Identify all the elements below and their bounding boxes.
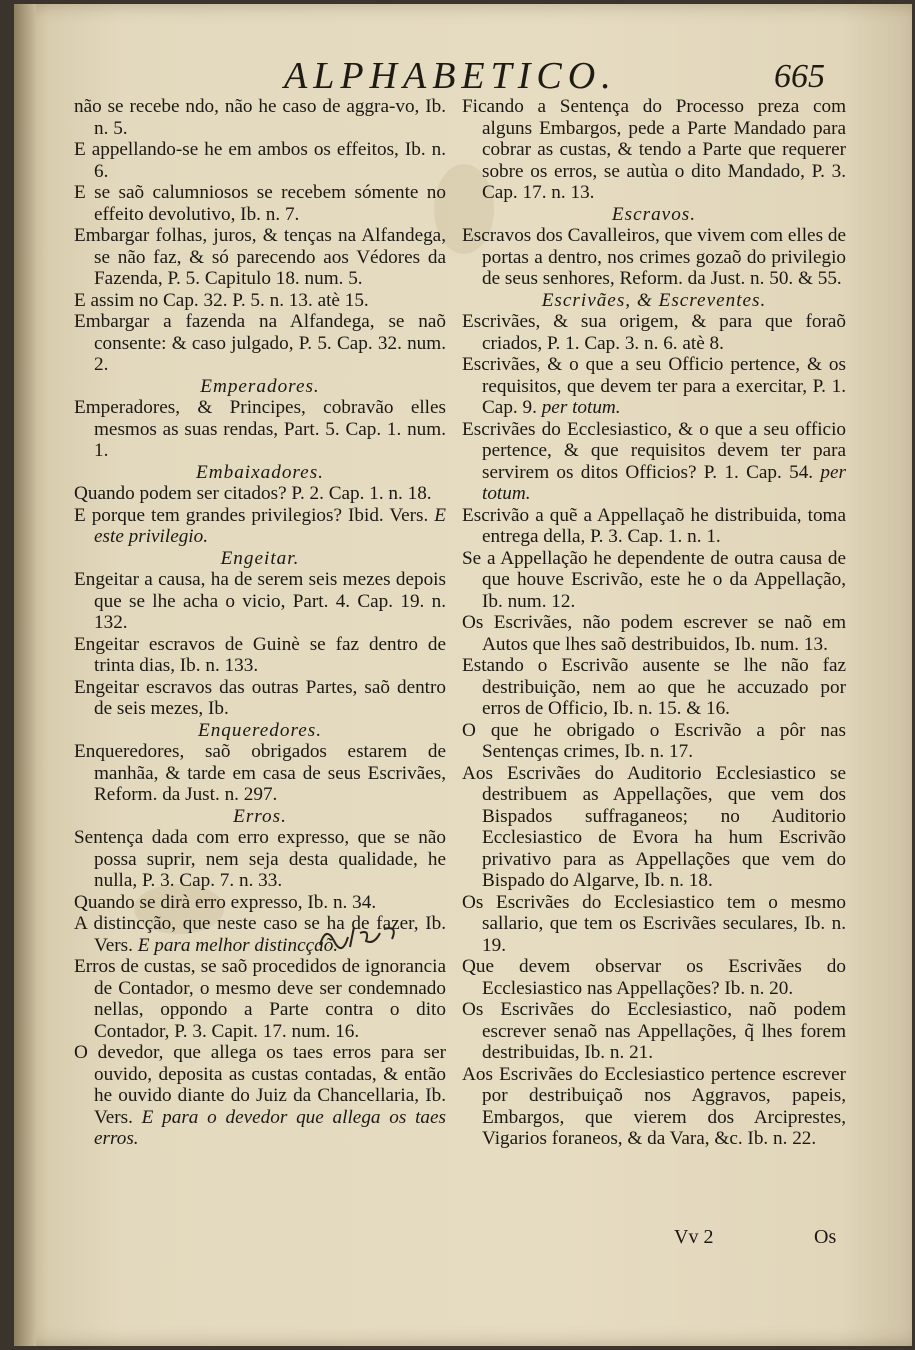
page-gutter	[14, 4, 36, 1346]
index-entry	[462, 763, 846, 892]
index-entry	[74, 483, 446, 505]
entry-text: Engeitar escravos de Guinè se faz dentro de trinta dias, Ib. n. 133.	[74, 633, 446, 676]
index-heading	[74, 720, 446, 742]
page-number: 665	[774, 58, 825, 95]
handwritten-annotation	[314, 919, 404, 953]
entry-text: Enqueredores.	[197, 719, 322, 741]
entry-text: Emperadores.	[200, 375, 320, 397]
entry-text: Quando podem ser citados? P. 2. Cap. 1. n. 18.	[74, 483, 432, 504]
entry-text: Erros.	[233, 805, 287, 827]
entry-italic-reference: per totum.	[541, 397, 621, 418]
right-column	[462, 96, 846, 1150]
signature-mark: Vv 2	[674, 1226, 714, 1248]
index-entry	[462, 225, 846, 290]
index-entry	[74, 677, 446, 720]
index-entry	[462, 1064, 846, 1150]
index-entry	[74, 569, 446, 634]
index-heading	[74, 548, 446, 570]
entry-text: Os Escrivães, não podem escrever se naõ em Autos que lhes saõ destribuidos, Ib. num. 13.	[462, 612, 846, 655]
entry-text: Escrivães do Ecclesiastico, & o que a seu officio pertence, & que requisitos devem ter para servirem os ditos Officios? P. 1. Cap. 54.	[462, 418, 846, 483]
entry-text: E assim no Cap. 32. P. 5. n. 13. atè 15.	[74, 289, 369, 311]
index-entry	[74, 634, 446, 677]
entry-text: Aos Escrivães do Auditorio Ecclesiastico se destribuem as Appellações, que vem dos Bispados suffraganeos; no Auditorio Ecclesiastico de Evora ha hum Escrivão privativo para as Appellações que vem do Bispado do Algarve, Ib. n. 18.	[462, 762, 846, 891]
catchword: Os	[814, 1226, 837, 1248]
index-entry	[74, 1042, 446, 1150]
entry-text: Escrivães, & sua origem, & para que foraõ criados, P. 1. Cap. 3. n. 6. atè 8.	[462, 311, 846, 354]
entry-text: Emperadores, & Principes, cobravão elles mesmos as suas rendas, Part. 5. Cap. 1. num. 1.	[74, 397, 446, 461]
index-entry	[462, 612, 846, 655]
entry-text: Escravos.	[611, 203, 697, 225]
entry-text: Engeitar a causa, ha de serem seis mezes depois que se lhe acha o vicio, Part. 4. Cap. 19. n. 132.	[74, 569, 446, 633]
index-entry	[462, 505, 846, 548]
entry-text: Embargar folhas, juros, & tenças na Alfandega, se não faz, & só parecendo aos Védores da Fazenda, P. 5. Capitulo 18. num. 5.	[74, 225, 446, 289]
left-column	[74, 96, 446, 1150]
page-header	[14, 54, 912, 98]
entry-text: Ficando a Sentença do Processo preza com alguns Embargos, pede a Parte Mandado para cobrar as custas, & tendo a Parte que requerer sobre os erros, se autùa o dito Mandado, P. 3. Cap. 17. n. 13.	[462, 96, 846, 203]
index-entry	[74, 225, 446, 290]
entry-text: Embargar a fazenda na Alfandega, se naõ consente: & caso julgado, P. 5. Cap. 32. num. 2.	[74, 311, 446, 375]
index-entry	[74, 505, 446, 548]
index-entry	[74, 311, 446, 376]
book-page	[14, 4, 912, 1346]
index-entry	[462, 999, 846, 1064]
index-heading	[462, 290, 846, 312]
page-footer	[14, 1226, 912, 1256]
index-entry	[74, 741, 446, 806]
entry-italic-reference: per totum.	[482, 461, 846, 504]
index-entry	[462, 354, 846, 419]
entry-text: Engeitar escravos das outras Partes, saõ dentro de seis mezes, Ib.	[74, 676, 446, 719]
entry-text: Se a Appellação he dependente de outra causa de que houve Escrivão, este he o da Appellação, Ib. num. 12.	[462, 547, 846, 612]
index-entry	[462, 419, 846, 505]
index-entry	[462, 956, 846, 999]
index-heading	[74, 806, 446, 828]
entry-text: Estando o Escrivão ausente se lhe não faz destribuição, nem ao que he accuzado por erros de Officio, Ib. n. 15. & 16.	[462, 655, 846, 719]
entry-text: E se saõ calumniosos se recebem sómente no effeito devolutivo, Ib. n. 7.	[74, 182, 446, 225]
running-title: ALPHABETICO.	[284, 55, 617, 97]
entry-text: E porque tem grandes privilegios? Ibid. Vers.	[74, 504, 429, 526]
index-entry	[462, 548, 846, 613]
entry-text: Que devem observar os Escrivães do Ecclesiastico nas Appellações? Ib. n. 20.	[462, 956, 846, 999]
entry-text: Erros de custas, se saõ procedidos de ignorancia de Contador, o mesmo deve ser condemnado nellas, oppondo a Parte contra o dito Contador, P. 3. Capit. 17. num. 16.	[74, 956, 446, 1042]
index-entry	[74, 892, 446, 914]
index-entry	[462, 655, 846, 720]
entry-italic-reference: E este privilegio.	[94, 504, 446, 547]
index-entry	[462, 720, 846, 763]
entry-text: E appellando-se he em ambos os effeitos, Ib. n. 6.	[74, 139, 446, 182]
entry-text: Engeitar.	[220, 547, 300, 569]
entry-text: A distincção, que neste caso se ha de fazer, Ib. Vers.	[74, 913, 446, 956]
entry-text: Quando se dirà erro expresso, Ib. n. 34.	[74, 891, 377, 913]
entry-text: Os Escrivães do Ecclesiastico tem o mesmo sallario, que tem os Escrivães seculares, Ib. n. 19.	[462, 891, 846, 956]
entry-text: Sentença dada com erro expresso, que se não possa suprir, nem seja desta qualidade, he nulla, P. 3. Cap. 7. n. 33.	[74, 827, 446, 891]
index-entry	[462, 892, 846, 957]
entry-text: Enqueredores, saõ obrigados estarem de manhãa, & tarde em casa de seus Escrivães, Reform. da Just. n. 297.	[74, 741, 446, 805]
index-heading	[74, 462, 446, 484]
index-entry	[74, 827, 446, 892]
index-entry	[74, 139, 446, 182]
index-entry	[74, 182, 446, 225]
index-entry	[462, 96, 846, 204]
entry-text: Escrivães, & Escreventes.	[541, 289, 767, 311]
entry-text: Escrivão a quẽ a Appellaçaõ he distribuida, toma entrega della, P. 3. Cap. 1. n. 1.	[462, 504, 846, 547]
entry-text: Escravos dos Cavalleiros, que vivem com elles de portas a dentro, nos crimes gozaõ do privilegio de seus senhores, Reform. da Just. n. 50. & 55.	[462, 225, 846, 289]
entry-text: Os Escrivães do Ecclesiastico, naõ podem escrever senaõ nas Appellações, q̃ lhes forem destribuidas, Ib. n. 21.	[462, 999, 846, 1063]
entry-text: O devedor, que allega os taes erros para ser ouvido, deposita as custas contadas, & então he ouvido diante do Juiz da Chancellaria, Ib. Vers.	[74, 1042, 446, 1128]
entry-text: não se recebe ndo, não he caso de aggra-vo, Ib. n. 5.	[74, 96, 446, 139]
entry-text: Aos Escrivães do Ecclesiastico pertence escrever por destribuiçaõ nos Aggravos, papeis, Embargos, que vierem dos Arciprestes, Vigarios foraneos, & da Vara, &c. Ib. n. 22.	[462, 1063, 846, 1149]
entry-text: Embaixadores.	[196, 461, 324, 483]
index-heading	[74, 376, 446, 398]
index-entry	[74, 96, 446, 139]
entry-italic-reference: E para o devedor que allega os taes erros.	[94, 1106, 446, 1149]
index-entry	[74, 956, 446, 1042]
entry-italic-reference: E para melhor distincçaõ.	[137, 934, 339, 956]
index-entry	[462, 311, 846, 354]
index-heading	[462, 204, 846, 226]
index-entry	[74, 290, 446, 312]
index-entry	[74, 397, 446, 462]
entry-text: Escrivães, & o que a seu Officio pertence, & os requisitos, que devem ter para a exercitar, P. 1. Cap. 9.	[462, 354, 846, 418]
entry-text: O que he obrigado o Escrivão a pôr nas Sentenças crimes, Ib. n. 17.	[462, 719, 846, 762]
